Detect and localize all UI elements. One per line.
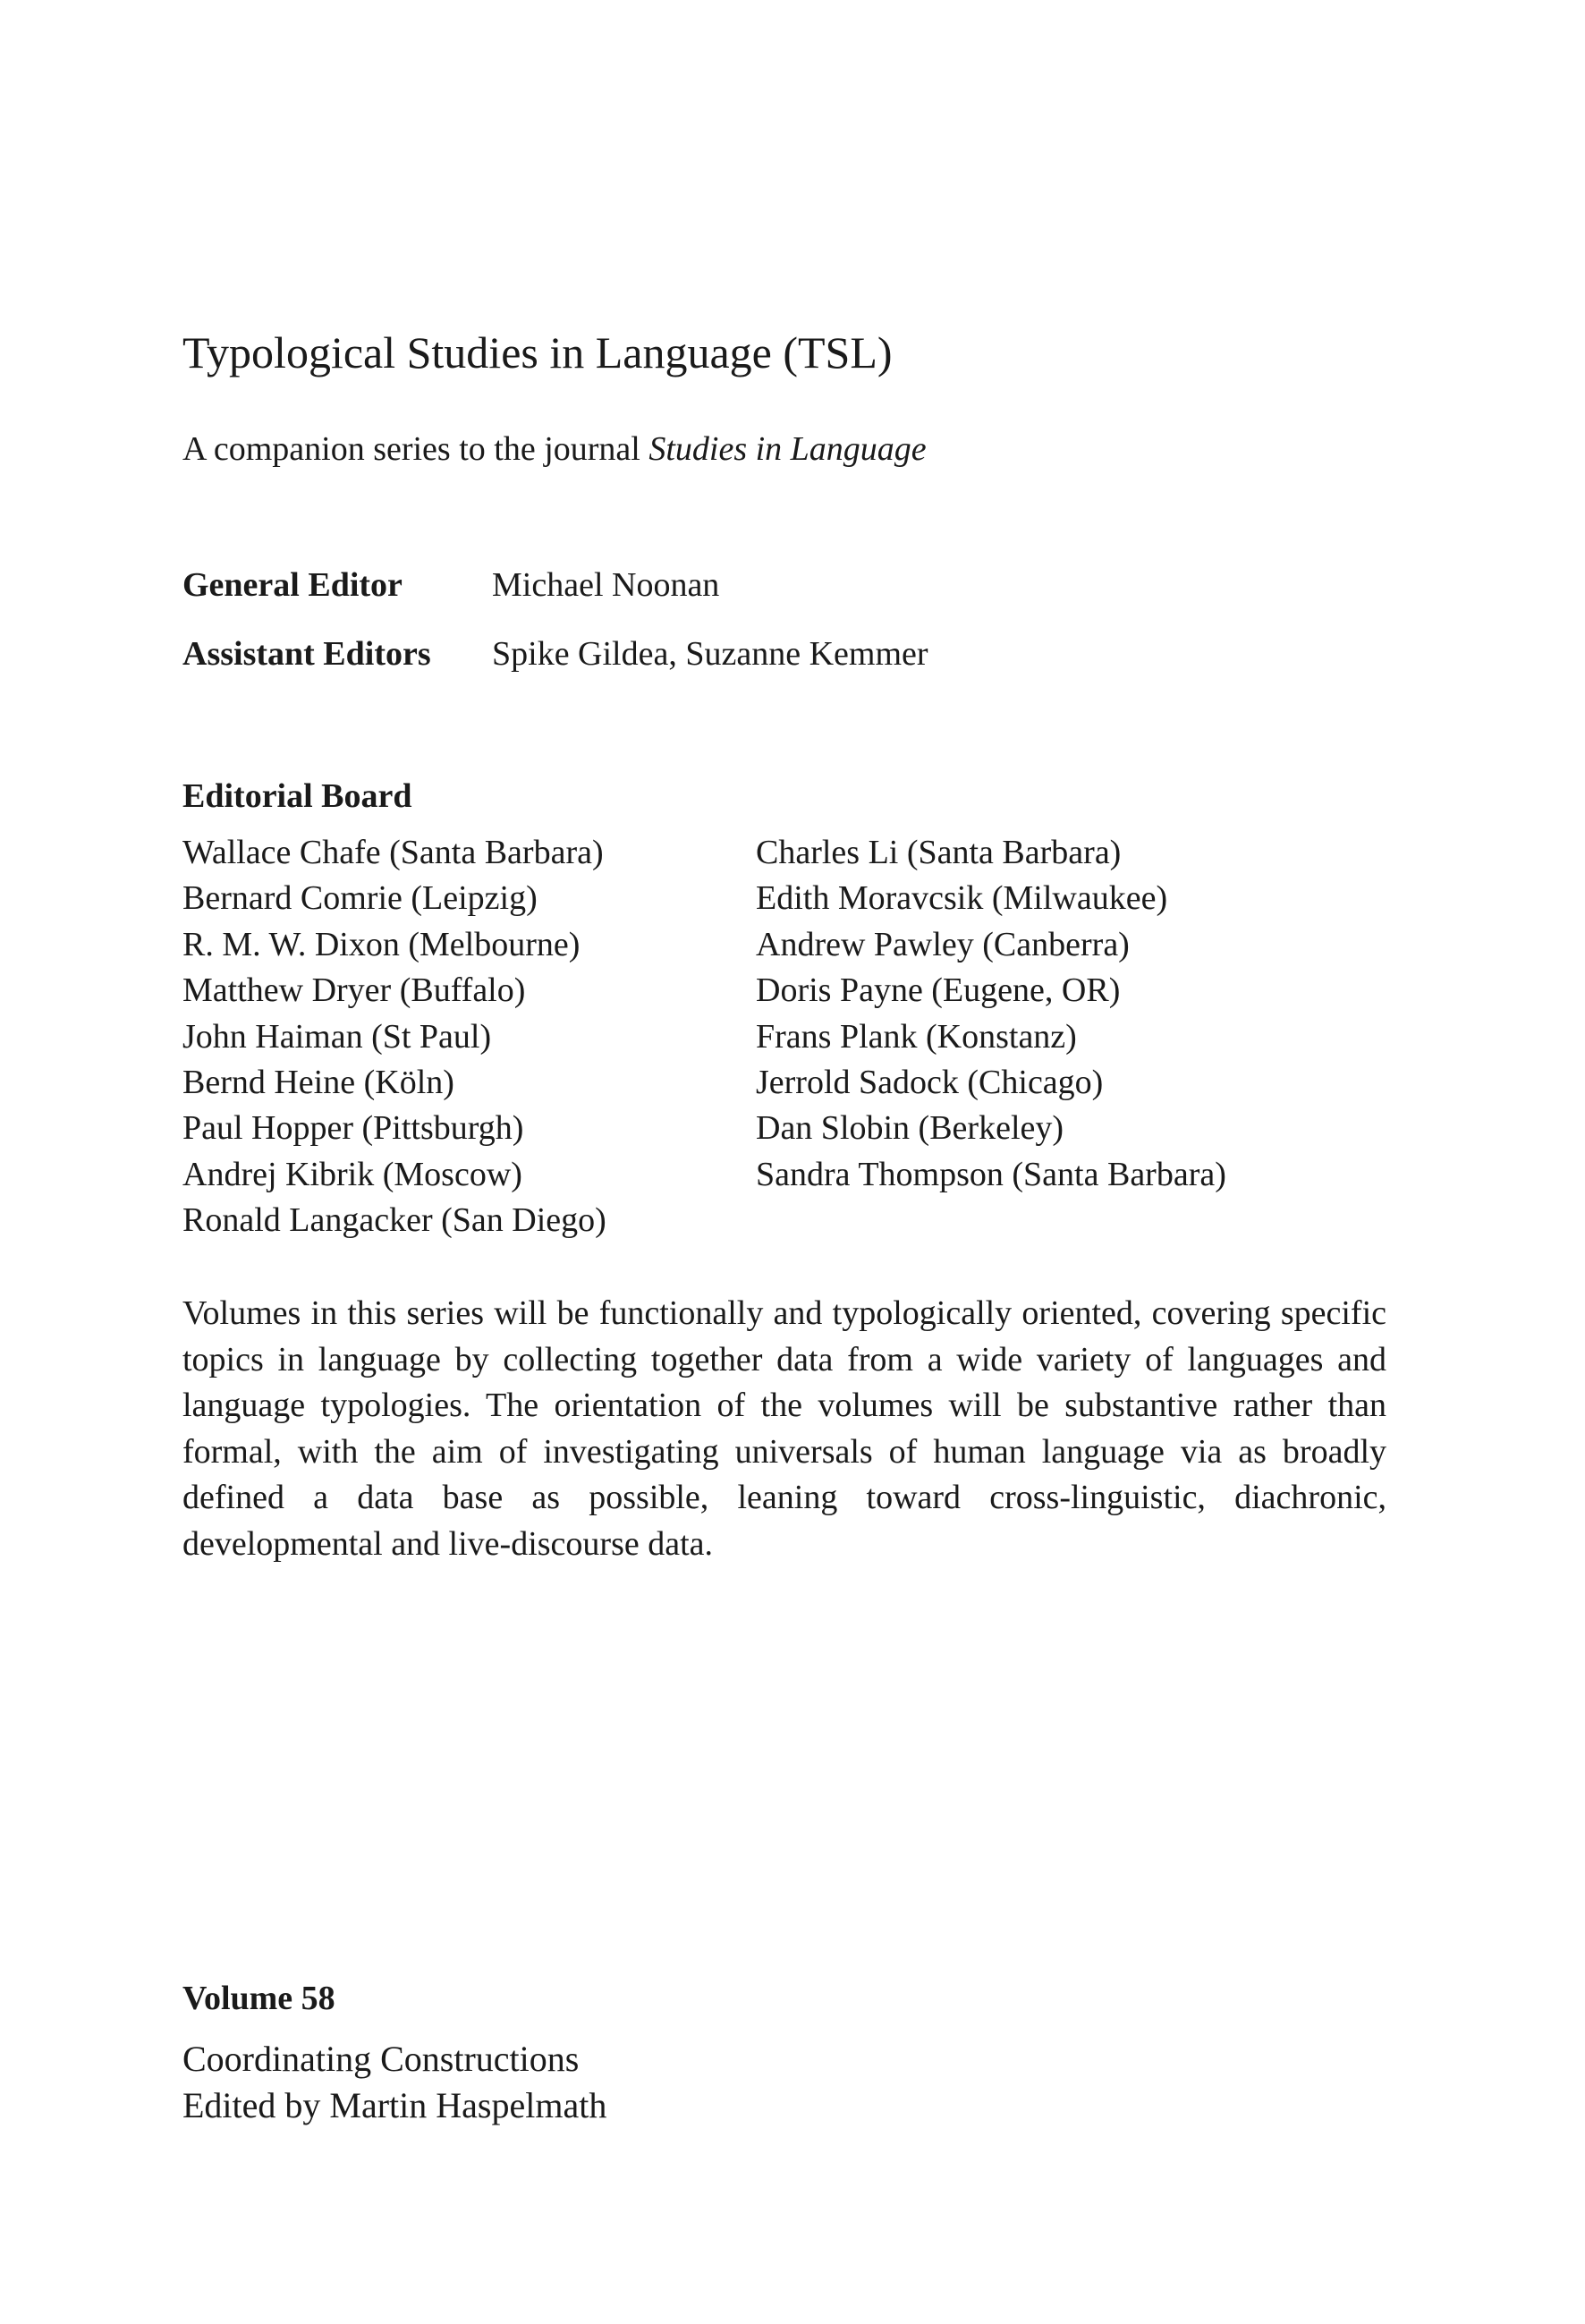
board-member: Doris Payne (Eugene, OR) (756, 971, 1121, 1010)
assistant-editors-names: Spike Gildea, Suzanne Kemmer (492, 635, 928, 673)
series-title: Typological Studies in Language (TSL) (182, 327, 893, 377)
volume-title: Coordinating Constructions (182, 2039, 580, 2079)
board-member: Ronald Langacker (San Diego) (182, 1201, 606, 1240)
general-editor-name: Michael Noonan (492, 566, 720, 604)
companion-journal: Studies in Language (648, 430, 927, 468)
general-editor-row (182, 562, 928, 608)
editorial-board-left-column (182, 830, 606, 1244)
volume-editor: Edited by Martin Haspelmath (182, 2085, 607, 2125)
companion-prefix: A companion series to the journal (182, 430, 649, 468)
editorial-board-heading: Editorial Board (182, 777, 412, 815)
board-member: Edith Moravcsik (Milwaukee) (756, 879, 1168, 918)
volume-number: Volume 58 (182, 1980, 335, 2017)
board-member: Bernd Heine (Köln) (182, 1064, 454, 1102)
assistant-editors-row (182, 631, 928, 677)
board-member: John Haiman (St Paul) (182, 1017, 492, 1056)
series-description: Volumes in this series will be functionally and typologically oriented, covering specific topics in language by collecting together data from a wide variety of languages and language typologies. The orientation of the volumes will be substantive rather than formal, with the aim of investigating universals of human language via as broadly defined a data base as possible, leaning toward cross-linguistic, diachronic, developmental and live-discourse data. (182, 1294, 1386, 1563)
board-member: Wallace Chafe (Santa Barbara) (182, 834, 604, 871)
board-member: Dan Slobin (Berkeley) (756, 1109, 1064, 1148)
board-member: Charles Li (Santa Barbara) (756, 834, 1122, 871)
assistant-editors-role: Assistant Editors (182, 635, 431, 673)
board-member: Jerrold Sadock (Chicago) (756, 1064, 1104, 1102)
board-member: R. M. W. Dixon (Melbourne) (182, 925, 581, 963)
editors-block (182, 562, 928, 700)
board-member: Andrew Pawley (Canberra) (756, 925, 1130, 963)
board-member: Paul Hopper (Pittsburgh) (182, 1109, 524, 1148)
board-member: Sandra Thompson (Santa Barbara) (756, 1155, 1226, 1193)
board-member: Matthew Dryer (Buffalo) (182, 971, 526, 1010)
board-member: Bernard Comrie (Leipzig) (182, 879, 538, 918)
companion-line (182, 426, 927, 472)
general-editor-role: General Editor (182, 566, 403, 604)
editorial-board-right-column (756, 830, 1226, 1198)
board-member: Andrej Kibrik (Moscow) (182, 1155, 522, 1193)
board-member: Frans Plank (Konstanz) (756, 1017, 1077, 1056)
book-page (182, 0, 1386, 2324)
